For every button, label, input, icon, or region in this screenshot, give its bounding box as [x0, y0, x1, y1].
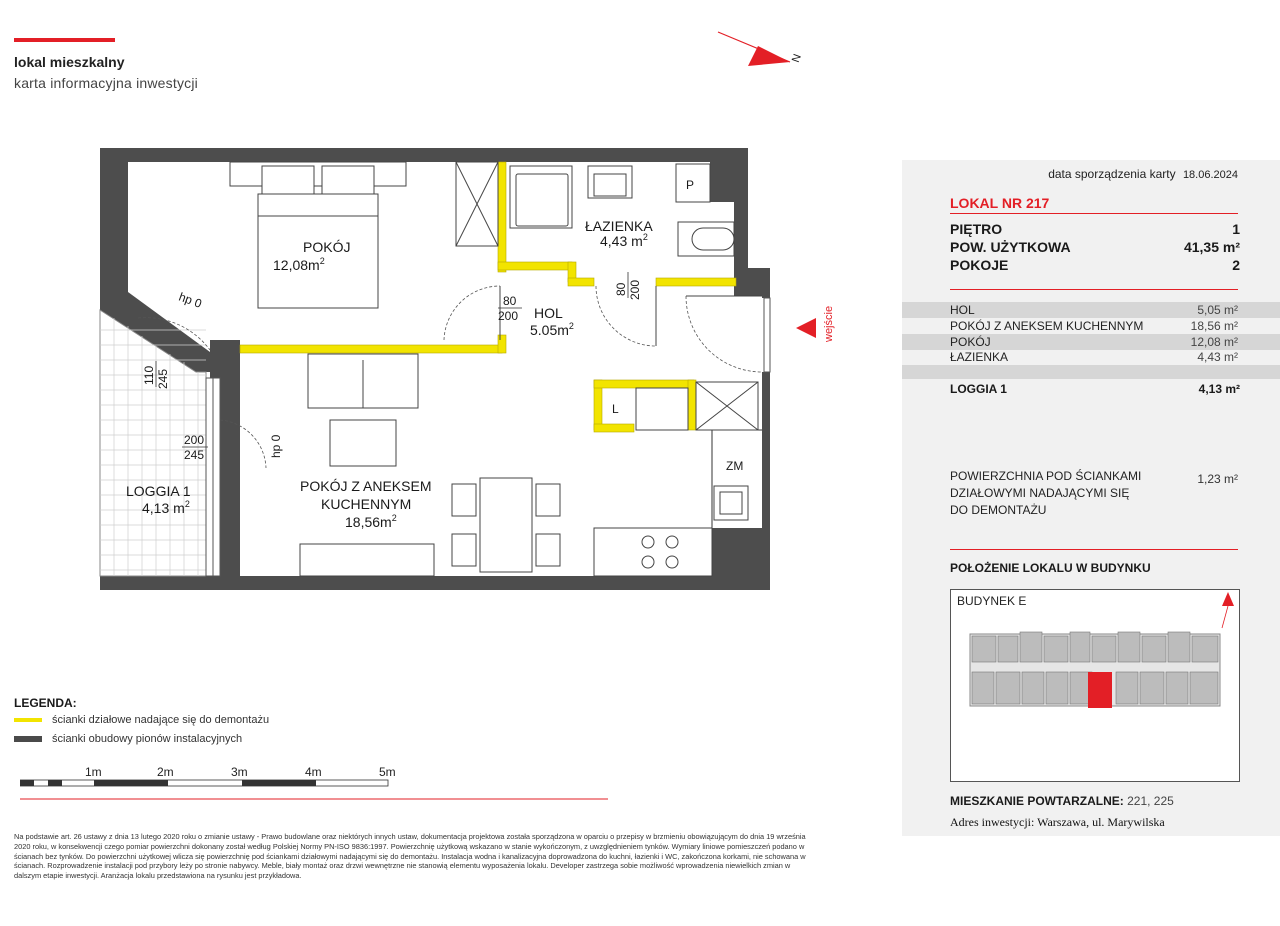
address: Adres inwestycji: Warszawa, ul. Marywilska: [950, 815, 1165, 829]
scale-4m: 4m: [305, 765, 322, 779]
pietro-value: 1: [1232, 221, 1240, 237]
legend-label-demountable: ścianki działowe nadające się do demontażu: [52, 714, 270, 726]
door4-width: 200: [184, 433, 205, 447]
door3-height: 245: [156, 368, 170, 389]
room-row-spacer: [902, 365, 1280, 379]
pietro-label: PIĘTRO: [950, 221, 1003, 237]
location-title: POŁOŻENIE LOKALU W BUDYNKU: [950, 561, 1151, 575]
building-name: BUDYNEK E: [957, 594, 1027, 608]
legend-swatch-yellow: [14, 718, 42, 722]
loggia-label: LOGGIA 1: [950, 382, 1007, 396]
label-lazienka: ŁAZIENKA: [585, 218, 653, 234]
room-row-pokoj: [902, 334, 1280, 350]
divider-mid: [950, 289, 1238, 290]
fixture-l: L: [612, 402, 619, 416]
mini-north-icon: [1222, 592, 1234, 606]
legend-title: LEGENDA:: [14, 696, 77, 710]
area-pokoj-aneks: $18,56m^2$: [345, 513, 397, 530]
label-hol: HOL: [534, 305, 563, 321]
pow-value: 41,35 m²: [1183, 239, 1240, 255]
threshold-top: hp 0: [176, 289, 204, 311]
label-pokoj-aneks-2: KUCHENNYM: [321, 496, 412, 512]
divider-top: [950, 213, 1238, 214]
legend-swatch-gray: [14, 736, 42, 742]
north-label: N: [789, 52, 804, 65]
scale-5m: 5m: [379, 765, 396, 779]
legend-item-demountable: [14, 714, 269, 726]
area-lazienka: 4,43 $m^2$: [600, 232, 648, 249]
room-area: 18,56 m²: [1190, 319, 1238, 333]
loggia-value: 4,13 m²: [1198, 382, 1240, 396]
door2-height: 200: [628, 279, 642, 300]
scale-3m: 3m: [231, 765, 248, 779]
entrance-arrow-icon: [796, 318, 816, 338]
repeat-units: [950, 794, 1174, 808]
highlighted-unit: [1088, 672, 1112, 708]
fixture-p: P: [686, 178, 695, 192]
room-name: HOL: [950, 303, 975, 317]
footnote: Na podstawie art. 26 ustawy z dnia 13 lutego 2020 roku o zmianie ustawy - Prawo budowlane oraz niektórych innych ustaw, dokumentacja projektowa została sporządzona w oparciu o przepisy w brzmieniu obowiązującym do dnia 19 września 2020 roku, w konsekwencji czego pomiar powierzchni dokonany został według Polskiej Normy PN-ISO 9836:1997. Powierzchnię użytkową wskazano w stanie wykończonym, z uwzględnieniem tynków. Wymiary liniowe pomieszczeń podano w ścianach bez tynków. Do powierzchni użytkowej wlicza się powierzchnię pod ściankami działowymi nadającymi się do demontażu. Instalacja wodna i kanalizacyjna doprowadzona do kuchni, łazienki i WC, zakończona korkami, nie schowana w ścianach. Rozprowadzenie instalacji pod przybory leży po stronie nabywcy. Meble, biały montaż oraz drzwi wewnętrzne nie stanowią elementu wyposażenia lokalu. Developer zastrzega sobie możliwość wprowadzenia niewielkich zmian w dalszym etapie inwestycji. Aranżacja lokalu przedstawiona na rysunku jest przykładowa.: [14, 832, 806, 881]
area-loggia: 4,13 $m^2$: [142, 499, 190, 516]
scale-2m: 2m: [157, 765, 174, 779]
door1-width: 80: [503, 294, 517, 308]
door2-width: 80: [614, 282, 628, 296]
row-pokoje: [950, 257, 1240, 273]
room-name: POKÓJ Z ANEKSEM KUCHENNYM: [950, 319, 1144, 333]
building-plan-thumbnail: [966, 588, 1236, 718]
date-label: data sporządzenia karty: [1048, 167, 1176, 181]
door4-height: 245: [184, 448, 205, 462]
header-subtitle: karta informacyjna inwestycji: [14, 75, 198, 91]
row-pietro: [950, 221, 1240, 237]
lokal-number: LOKAL NR 217: [950, 195, 1050, 211]
demont-value: 1,23 m²: [1197, 472, 1238, 486]
room-name: ŁAZIENKA: [950, 350, 1009, 364]
label-pokoj: POKÓJ: [303, 239, 351, 255]
row-pow: [950, 239, 1240, 255]
scale-bar: [20, 778, 620, 802]
repeat-label: MIESZKANIE POWTARZALNE:: [950, 794, 1124, 808]
furniture: [230, 162, 758, 576]
entrance-label: wejście: [823, 305, 835, 342]
date-value: 18.06.2024: [1182, 169, 1238, 181]
room-row-aneks: [902, 318, 1280, 334]
room-area: 4,43 m²: [1197, 350, 1238, 364]
legend-item-installation: [14, 733, 242, 745]
pokoje-label: POKOJE: [950, 257, 1009, 273]
room-area: 5,05 m²: [1197, 303, 1238, 317]
fixture-zm: ZM: [726, 459, 744, 473]
pow-label: POW. UŻYTKOWA: [950, 239, 1071, 255]
area-hol: $5.05m^2$: [530, 321, 574, 338]
door3-width: 110: [142, 365, 156, 385]
row-loggia: [950, 382, 1240, 396]
header-title: lokal mieszkalny: [14, 54, 125, 70]
divider-bottom: [950, 549, 1238, 550]
area-pokoj: $12,08m^2$: [273, 256, 325, 273]
threshold-mid: hp 0: [269, 434, 283, 458]
room-row-lazienka: [902, 349, 1280, 365]
repeat-value: 221, 225: [1127, 794, 1174, 808]
room-name: POKÓJ: [950, 335, 991, 349]
label-pokoj-aneks-1: POKÓJ Z ANEKSEM: [300, 478, 432, 494]
demont-label: POWIERZCHNIA POD ŚCIANKAMI DZIAŁOWYMI NADAJĄCYMI SIĘ DO DEMONTAŻU: [950, 469, 1142, 517]
scale-1m: 1m: [85, 765, 102, 779]
pokoje-value: 2: [1232, 257, 1240, 273]
room-row-hol: [902, 302, 1280, 318]
door1-height: 200: [498, 309, 519, 323]
label-loggia: LOGGIA 1: [126, 483, 191, 499]
room-area: 12,08 m²: [1190, 335, 1238, 349]
legend-label-installation: ścianki obudowy pionów instalacyjnych: [52, 733, 243, 745]
date-line: [1048, 167, 1238, 181]
